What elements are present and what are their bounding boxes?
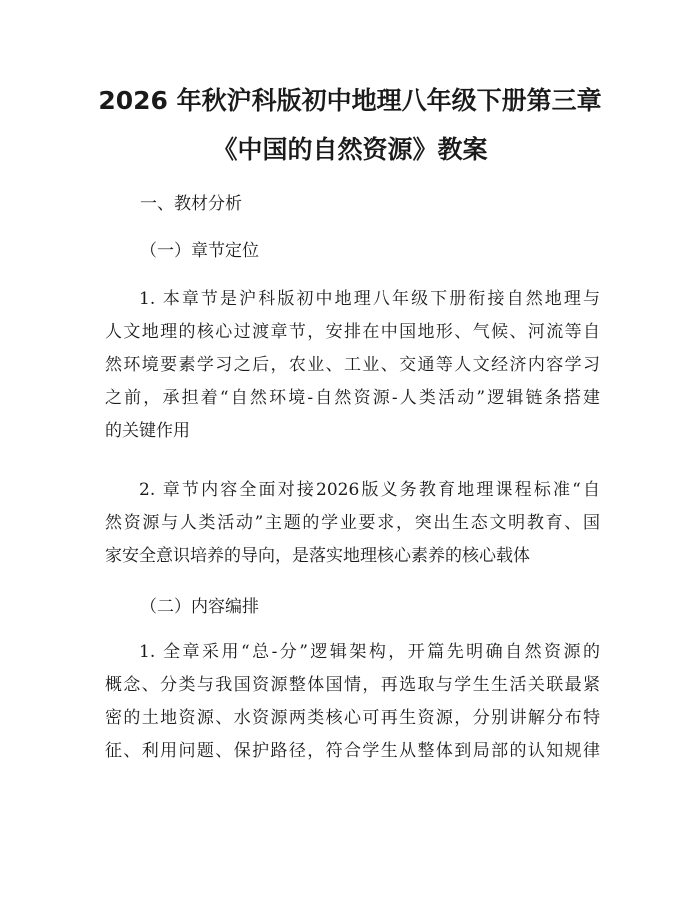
- paragraph-line: 1. 本章节是沪科版初中地理八年级下册衔接自然地理与: [139, 289, 600, 309]
- paragraph-line: 概念、分类与我国资源整体国情，再选取与学生生活关联最紧: [105, 675, 600, 695]
- document-title-line-1: 2026 年秋沪科版初中地理八年级下册第三章: [98, 86, 602, 115]
- paragraph-line: 人文地理的核心过渡章节，安排在中国地形、气候、河流等自: [105, 322, 600, 342]
- section-heading-textbook-analysis: 一、教材分析: [140, 194, 242, 214]
- paragraph-line: 然资源与人类活动”主题的学业要求，突出生态文明教育、国: [105, 513, 600, 533]
- subsection-heading-chapter-position: （一）章节定位: [140, 241, 259, 261]
- paragraph-line: 密的土地资源、水资源两类核心可再生资源，分别讲解分布特: [105, 708, 600, 728]
- paragraph-line: 然环境要素学习之后，农业、工业、交通等人文经济内容学习: [105, 355, 600, 375]
- paragraph-chapter-position-2: [105, 474, 600, 573]
- document-title-line-2: 《中国的自然资源》教案: [212, 135, 488, 164]
- paragraph-line: 征、利用问题、保护路径，符合学生从整体到局部的认知规律: [105, 741, 600, 761]
- paragraph-content-arrangement-1: [105, 636, 600, 768]
- paragraph-line: 之前，承担着“自然环境-自然资源-人类活动”逻辑链条搭建: [105, 388, 600, 408]
- subsection-heading-content-arrangement: （二）内容编排: [140, 597, 259, 617]
- paragraph-chapter-position-1: [105, 283, 600, 448]
- paragraph-line: 家安全意识培养的导向，是落实地理核心素养的核心载体: [105, 546, 530, 566]
- paragraph-line: 1. 全章采用“总-分”逻辑架构，开篇先明确自然资源的: [139, 642, 600, 662]
- paragraph-line: 的关键作用: [105, 421, 190, 441]
- paragraph-line: 2. 章节内容全面对接2026版义务教育地理课程标准“自: [139, 480, 600, 500]
